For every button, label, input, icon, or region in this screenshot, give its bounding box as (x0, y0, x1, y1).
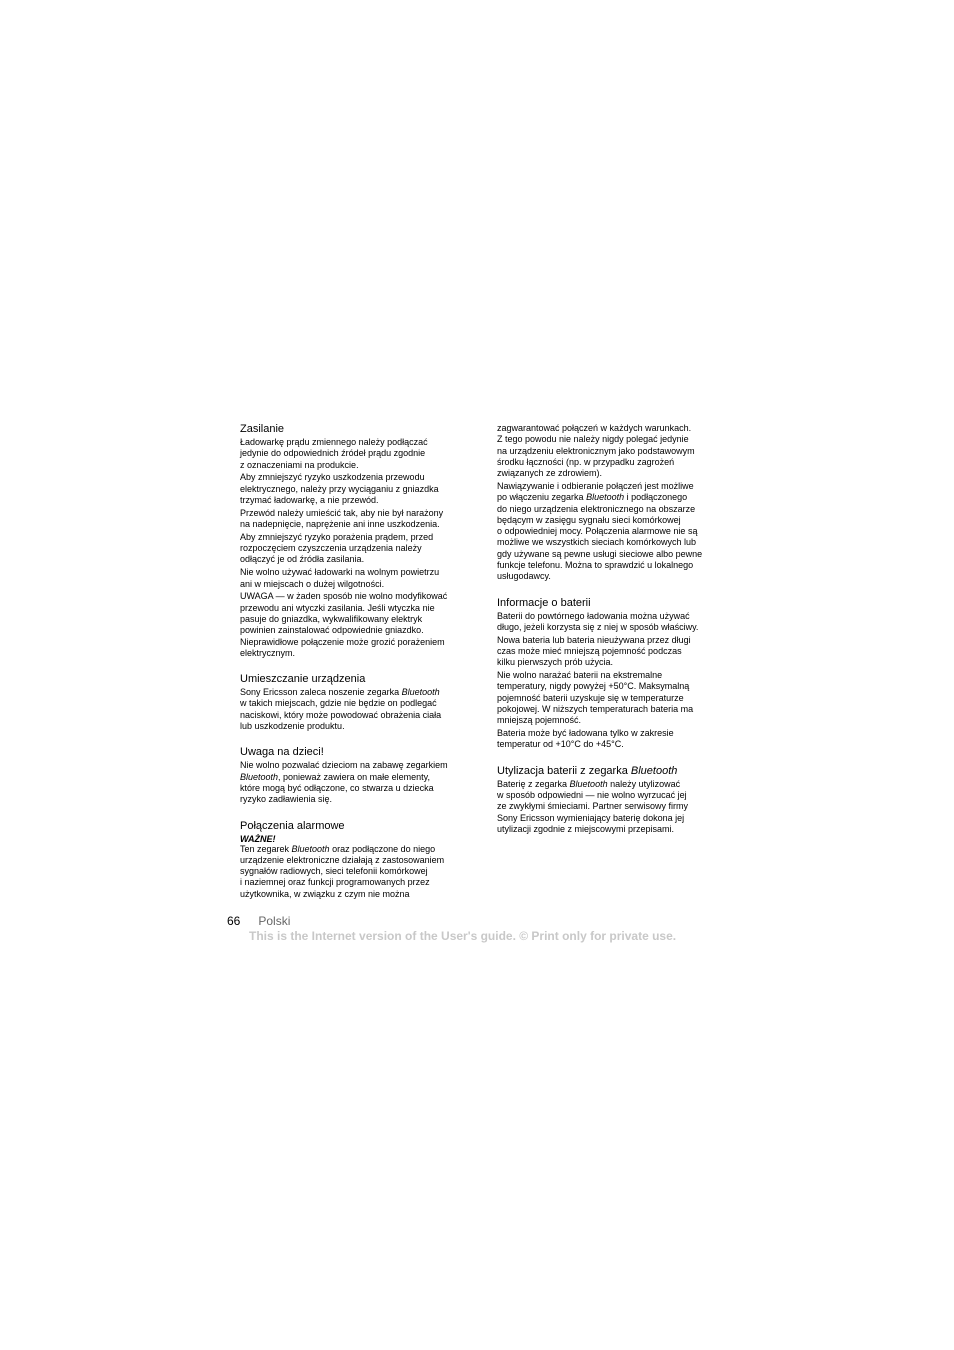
paragraph: Baterii do powtórnego ładowania można używać długo, jeżeli korzysta się z niej w sposób właściwy. (497, 610, 699, 632)
paragraph: UWAGA — w żaden sposób nie wolno modyfikować przewodu ani wtyczki zasilania. Jeśli wtyczka nie pasuje do gniazdka, wykwalifikowany elektryk powinien zainstalować odpowiednie gniazdko. Nieprawidłowe połączenie może grozić porażeniem elektrycznym. (240, 591, 448, 658)
paragraph: Nowa bateria lub bateria nieużywana przez długi czas może mieć mniejszą pojemność podczas kilku pierwszych prób użycia. (497, 634, 691, 668)
right-column (497, 423, 727, 837)
page-language: Polski (258, 914, 291, 928)
important-label: WAŻNE! (240, 833, 276, 844)
page-number: 66 (227, 914, 241, 928)
internet-version-notice: This is the Internet version of the User's guide. © Print only for private use. (249, 929, 677, 943)
paragraph: Aby zmniejszyć ryzyko uszkodzenia przewodu elektrycznego, należy przy wyciąganiu z gniazdka trzymać ładowarkę, a nie przewód. (240, 472, 439, 505)
paragraph: Nie wolno narażać baterii na ekstremalne temperatury, nigdy powyżej +50°C. Maksymalną pojemność baterii uzyskuje się w temperaturze pokojowej. W niższych temperaturach bateria ma mniejszą pojemność. (497, 670, 694, 726)
paragraph: Bateria może być ładowana tylko w zakresie temperatur od +10°C do +45°C. (497, 728, 674, 750)
section-heading-umieszczanie: Umieszczanie urządzenia (240, 673, 366, 686)
paragraph: Nie wolno pozwalać dzieciom na zabawę zegarkiem Bluetooth, ponieważ zawiera on małe elementy, które mogą być odłączone, co stwarza u dziecka ryzyko zadławienia się. (240, 760, 448, 805)
section-heading-uwaga-na-dzieci: Uwaga na dzieci! (240, 746, 324, 759)
paragraph: Ładowarkę prądu zmiennego należy podłączać jedynie do odpowiednich źródeł prądu zgodnie z oznaczeniami na produkcie. (240, 437, 428, 470)
paragraph: Sony Ericsson zaleca noszenie zegarka Bluetooth w takich miejscach, gdzie nie będzie on podlegać naciskowi, który może powodować obrażenia ciała lub uszkodzenie produktu. (240, 687, 442, 732)
paragraph: Baterię z zegarka Bluetooth należy utylizować w sposób odpowiedni — nie wolno wyrzucać jej ze zwykłymi śmieciami. Partner serwisowy firmy Sony Ericsson wymieniający baterię dokona jej utylizacji zgodnie z miejscowymi przepisami. (497, 778, 689, 834)
section-heading-utylizacja-baterii: Utylizacja baterii z zegarka Bluetooth (497, 764, 678, 777)
paragraph: Aby zmniejszyć ryzyko porażenia prądem, przed rozpoczęciem czyszczenia urządzenia należy odłączyć je od źródła zasilania. (240, 531, 434, 565)
paragraph: Przewód należy umieścić tak, aby nie był narażony na nadepnięcie, naprężenie ani inne uszkodzenia. (240, 507, 444, 530)
page-footer (227, 914, 290, 928)
section-heading-polaczenia-alarmowe: Połączenia alarmowe (240, 819, 345, 832)
paragraph: Nie wolno używać ładowarki na wolnym powietrzu ani w miejscach o dużej wilgotności. (240, 567, 440, 589)
section-heading-informacje-o-baterii: Informacje o baterii (497, 596, 591, 609)
paragraph: Ten zegarek Bluetooth oraz podłączone do niego urządzenie elektroniczne działają z zastosowaniem sygnałów radiowych, sieci telefonii komórkowej i naziemnej oraz funkcji programowanych przez użytkownika, w związku z czym nie można (240, 843, 445, 899)
paragraph: Nawiązywanie i odbieranie połączeń jest możliwe po włączeniu zegarka Bluetooth i podłączonego do niego urządzenia elektronicznego na obszarze będącym w zasięgu sygnału sieci komórkowej o odpowiedniej mocy. Połączenia alarmowe nie są możliwe we wszystkich sieciach komórkowych lub gdy używane są pewne usługi sieciowe albo pewne funkcje telefonu. Można to sprawdzić u lokalnego usługodawcy. (497, 480, 703, 582)
paragraph: zagwarantować połączeń w każdych warunkach. Z tego powodu nie należy nigdy polegać jedynie na urządzeniu elektronicznym jako podstawowym środku łączności (np. w przypadku zagrożeń związanych ze zdrowiem). (497, 423, 695, 479)
section-heading-zasilanie: Zasilanie (240, 423, 285, 435)
left-column (240, 423, 470, 902)
